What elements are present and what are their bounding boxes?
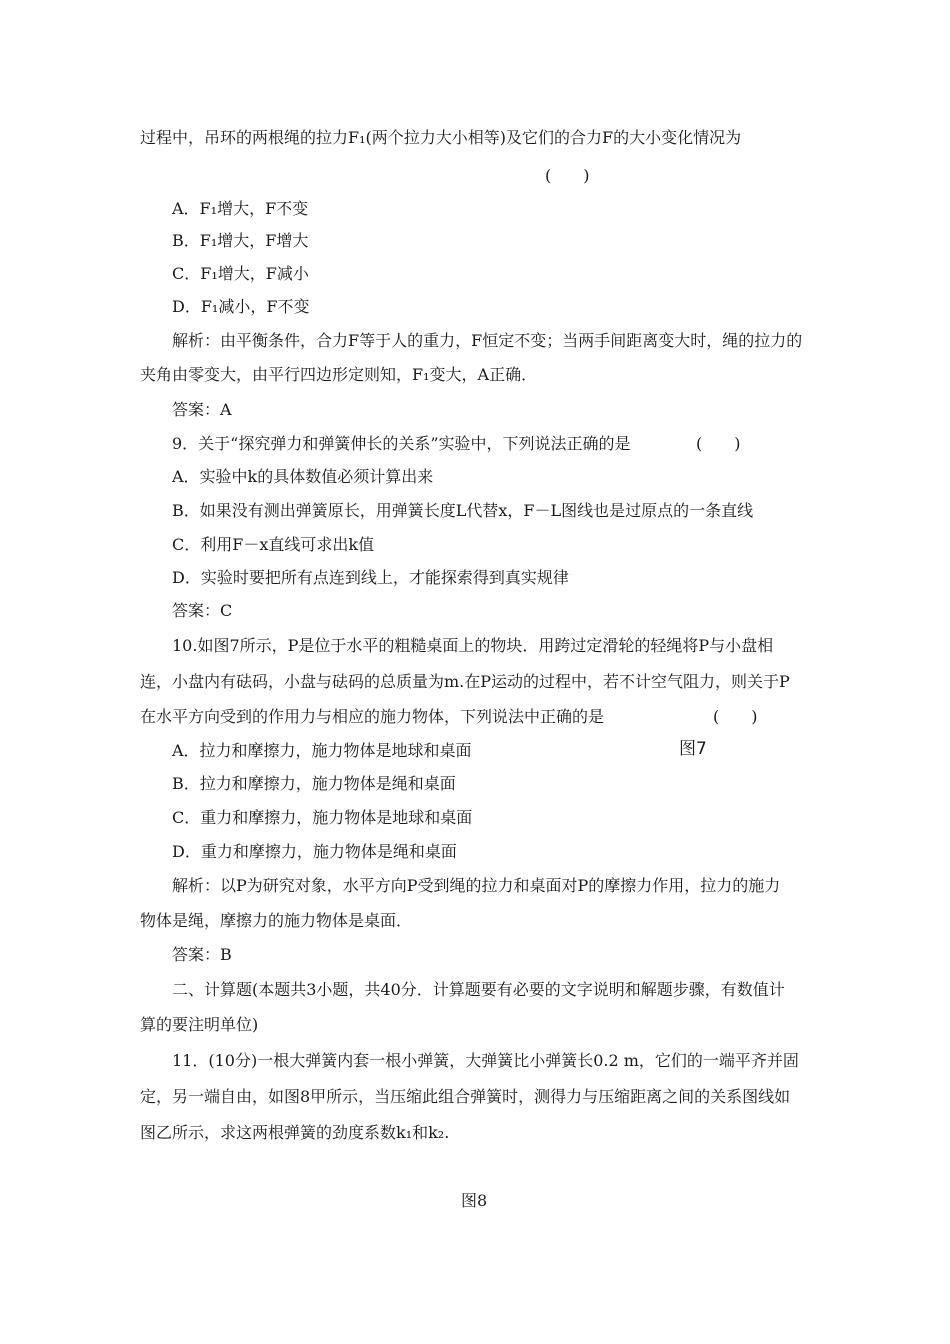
figure-7-caption: 图7	[679, 739, 707, 759]
option-9d: D．实验时要把所有点连到线上，才能探索得到真实规律	[172, 568, 569, 587]
option-10a: A．拉力和摩擦力，施力物体是地球和桌面	[172, 741, 472, 760]
text-line-1: 过程中，吊环的两根绳的拉力F₁(两个拉力大小相等)及它们的合力F的大小变化情况为	[140, 128, 742, 147]
answer-9: 答案：C	[172, 601, 233, 620]
answer-8: 答案：A	[172, 400, 232, 419]
answer-paren-8: ( )	[545, 166, 590, 185]
answer-10: 答案：B	[172, 945, 232, 964]
option-8a: A．F₁增大，F不变	[172, 199, 309, 218]
option-8d: D．F₁减小，F不变	[172, 297, 310, 316]
option-10b: B．拉力和摩擦力，施力物体是绳和桌面	[172, 774, 456, 793]
question-10-line-1: 10.如图7所示，P是位于水平的粗糙桌面上的物块．用跨过定滑轮的轻绳将P与小盘相	[172, 636, 774, 655]
analysis-8-line-2: 夹角由零变大，由平行四边形定则知，F₁变大，A正确．	[140, 365, 538, 384]
question-11-line-2: 定，另一端自由，如图8甲所示，当压缩此组合弹簧时，测得力与压缩距离之间的关系图线如	[140, 1087, 791, 1106]
question-10-line-2: 连，小盘内有砝码，小盘与砝码的总质量为m.在P运动的过程中，若不计空气阻力，则关于P	[140, 672, 790, 691]
option-10c: C．重力和摩擦力，施力物体是地球和桌面	[172, 808, 473, 827]
figure-8-caption: 图8	[461, 1191, 488, 1210]
option-9c: C．利用F－x直线可求出k值	[172, 535, 375, 554]
option-8c: C．F₁增大，F减小	[172, 264, 309, 283]
question-11-line-3: 图乙所示，求这两根弹簧的劲度系数k₁和k₂.	[140, 1123, 450, 1142]
option-8b: B．F₁增大，F增大	[172, 231, 309, 250]
analysis-10-line-1: 解析：以P为研究对象，水平方向P受到绳的拉力和桌面对P的摩擦力作用，拉力的施力	[172, 876, 781, 895]
option-10d: D．重力和摩擦力，施力物体是绳和桌面	[172, 842, 457, 861]
question-11-line-1: 11．(10分)一根大弹簧内套一根小弹簧，大弹簧比小弹簧长0.2 m，它们的一端平齐并固	[172, 1051, 799, 1070]
option-9a: A．实验中k的具体数值必须计算出来	[172, 467, 434, 486]
question-9: 9．关于“探究弹力和弹簧伸长的关系”实验中，下列说法正确的是	[172, 434, 631, 453]
analysis-8-line-1: 解析：由平衡条件，合力F等于人的重力，F恒定不变；当两手间距离变大时，绳的拉力的	[172, 331, 803, 350]
question-10-line-3: 在水平方向受到的作用力与相应的施力物体，下列说法中正确的是	[140, 707, 605, 726]
option-9b: B．如果没有测出弹簧原长，用弹簧长度L代替x，F－L图线也是过原点的一条直线	[172, 501, 754, 520]
section-2-heading: 二、计算题(本题共3小题，共40分．计算题要有必要的文字说明和解题步骤，有数值计	[172, 980, 785, 999]
answer-paren-9: ( )	[696, 434, 741, 453]
section-2-heading-line-2: 算的要注明单位)	[140, 1015, 259, 1034]
analysis-10-line-2: 物体是绳，摩擦力的施力物体是桌面．	[140, 911, 413, 930]
answer-paren-10: ( )	[713, 707, 758, 726]
